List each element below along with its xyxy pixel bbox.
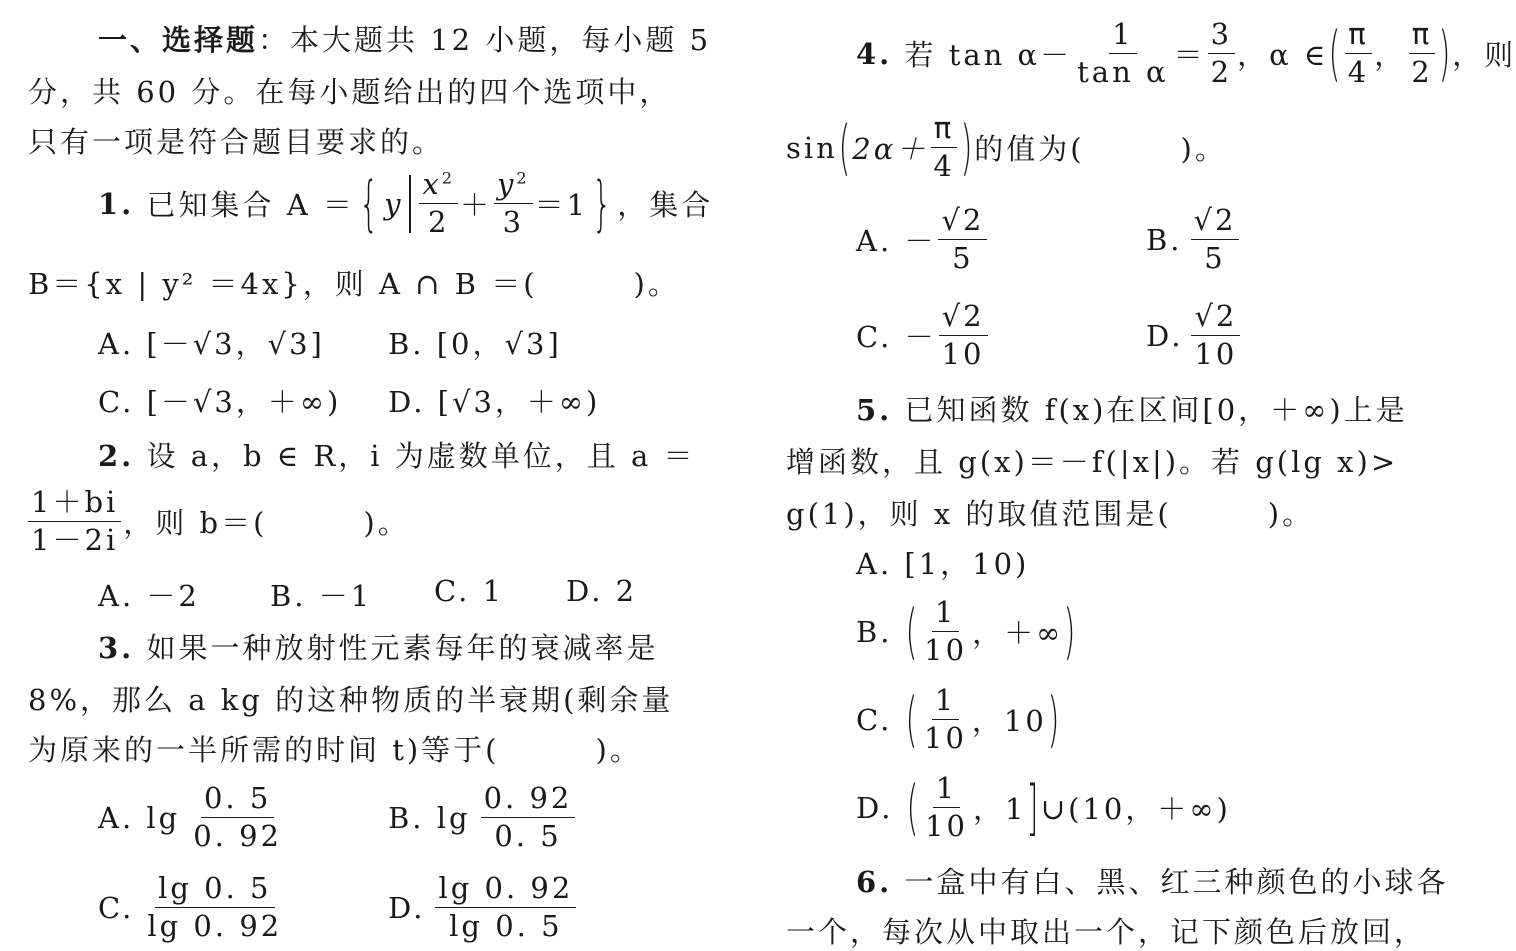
q3-option-c: C. $\frac{\lg 0. 5}{\lg 0. 92}$ [98,871,283,944]
question-3-line3: 为原来的一半所需的时间 t)等于( )。 [28,733,642,767]
q5-option-a: A. [1，10) [856,547,1030,581]
question-2-line2: $\frac{1+bi}{1-2i}$ ，则 b＝( )。 [28,486,410,558]
right-column [786,0,1516,950]
question-2-line1: 2. 设 a，b ∈ R，i 为虚数单位，且 a ＝ [98,439,696,473]
q4-option-c: C. － $\frac{√2}{10}$ [856,300,990,372]
q5-option-c: C. ( $\frac{1}{10}$ ，10 ) [856,683,1061,756]
question-6-line1: 6. 一盒中有白、黑、红三种颜色的小球各 [856,865,1449,899]
section-intro-line1: 一、选择题：本大题共 12 小题，每小题 5 [98,23,712,57]
fraction-x2-over-2: $\frac{x^2}{2}$ [419,168,458,240]
q2-option-b: B. －1 [270,579,373,613]
question-4-line1: 4. 若 tan α－ $\frac{1}{\text{tan α}}$ ＝ $\frac{3}{2}$ ，α ∈ ( $\frac{\pi}{4}$ ， $\frac{\pi}{2}$ ) ，则 [856,17,1516,90]
set-builder-bar [409,175,411,233]
q3-option-b: B. lg $\frac{0. 92}{0. 5}$ [388,782,577,854]
question-3-line2: 8%，那么 a kg 的这种物质的半衰期(剩余量 [28,683,674,717]
question-5-line2: 增函数，且 g(x)＝－f(|x|)。若 g(lg x)> [786,445,1399,479]
question-4-line2: sin ( 2α＋ $\frac{\pi}{4}$ ) 的值为( )。 [786,111,1227,184]
q5-option-b: B. ( $\frac{1}{10}$ ，＋∞ ) [856,595,1078,668]
section-intro-line3: 只有一项是符合题目要求的。 [28,125,445,159]
question-5-line1: 5. 已知函数 f(x)在区间[0，＋∞)上是 [856,393,1408,427]
q3-option-a: A. lg $\frac{0. 5}{0. 92}$ [98,781,283,854]
section-heading: 一、选择题 [98,23,259,57]
q2-option-d: D. 2 [566,574,638,608]
section-intro-line2: 分，共 60 分。在每小题给出的四个选项中， [28,75,672,109]
question-1-line2: B＝{x | y² ＝4x}，则 A ∩ B ＝( )。 [28,267,680,301]
q2-option-c: C. 1 [434,574,505,608]
q1-option-b: B. [0，√3] [388,327,562,361]
q4-option-d: D. $\frac{√2}{10}$ [1146,300,1242,372]
fraction-1bi-over-1-2i: $\frac{1+bi}{1-2i}$ [28,486,121,558]
q2-option-a: A. －2 [98,579,200,613]
q4-option-a: A. － $\frac{√2}{5}$ [856,204,989,276]
question-3-line1: 3. 如果一种放射性元素每年的衰减率是 [98,631,659,665]
q1-option-a: A. [－√3，√3] [98,327,325,361]
q5-option-d: D. ( $\frac{1}{10}$ ，1 ] ∪(10，＋∞) [856,771,1231,844]
q3-option-d: D. $\frac{\lg 0. 92}{\lg 0. 5}$ [388,872,578,944]
q1-option-c: C. [－√3，＋∞) [98,385,342,419]
question-6-line2: 一个，每次从中取出一个，记下颜色后放回， [786,915,1427,949]
left-column [28,0,718,950]
q1-option-d: D. [√3，＋∞) [388,385,601,419]
question-5-line3: g(1)，则 x 的取值范围是( )。 [786,497,1315,531]
question-1-line1: 1. 已知集合 A ＝ { y $\frac{x^2}{2}$ ＋ $\frac{y^2}{3}$ ＝1 } ，集合 [98,167,714,240]
q4-option-b: B. $\frac{√2}{5}$ [1146,204,1241,276]
fraction-y2-over-3: $\frac{y^2}{3}$ [494,168,533,240]
